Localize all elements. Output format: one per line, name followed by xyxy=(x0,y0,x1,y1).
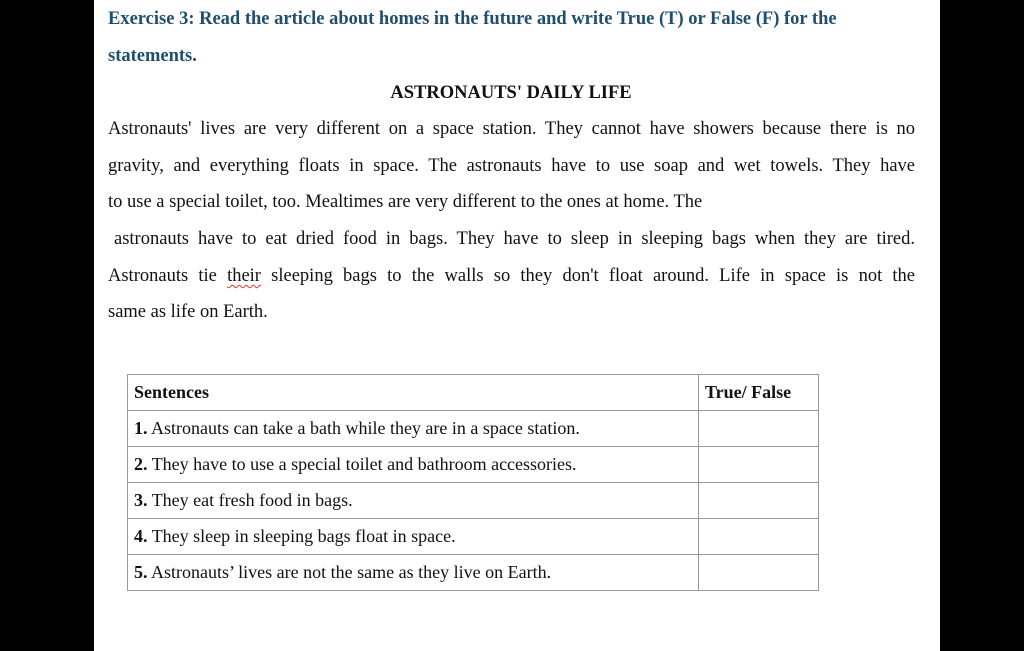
sentence-cell xyxy=(128,411,699,447)
article-line-2: gravity, and everything floats in space. The astronauts have to use soap and wet towels. They have xyxy=(108,156,915,176)
answer-cell[interactable] xyxy=(699,483,819,519)
sentence-text: They eat fresh food in bags. xyxy=(151,490,353,510)
sentence-number: 5. xyxy=(134,562,148,582)
article-title: ASTRONAUTS' DAILY LIFE xyxy=(390,83,632,103)
article-line-1: Astronauts' lives are very different on a space station. They cannot have showers because there is no xyxy=(108,119,915,139)
sentence-number: 2. xyxy=(134,454,148,474)
article-line-6: same as life on Earth. xyxy=(108,302,268,322)
sentence-number: 3. xyxy=(134,490,148,510)
article-line-4: astronauts have to eat dried food in bags. They have to sleep in sleeping bags when they are tired. xyxy=(114,229,915,249)
sentence-number: 4. xyxy=(134,526,148,546)
sentence-cell xyxy=(128,447,699,483)
answer-cell[interactable] xyxy=(699,519,819,555)
article-line-3: to use a special toilet, too. Mealtimes are very different to the ones at home. The xyxy=(108,192,703,212)
table-row xyxy=(128,447,819,483)
header-sentences: Sentences xyxy=(128,375,699,411)
article-line-5 xyxy=(108,266,915,287)
sentence-text: Astronauts’ lives are not the same as they live on Earth. xyxy=(151,562,552,582)
sentence-text: Astronauts can take a bath while they are in a space station. xyxy=(151,418,580,438)
sentence-cell xyxy=(128,519,699,555)
table-header-row xyxy=(128,375,819,411)
article-line-5-end: sleeping bags to the walls so they don't float around. Life in space is not the xyxy=(271,266,916,286)
sentence-number: 1. xyxy=(134,418,148,438)
sentence-text: They sleep in sleeping bags float in space. xyxy=(151,526,456,546)
answer-cell[interactable] xyxy=(699,555,819,591)
sentence-text: They have to use a special toilet and bathroom accessories. xyxy=(151,454,577,474)
exercise-instruction-line-1: Exercise 3: Read the article about homes in the future and write True (T) or False (F) for the xyxy=(108,9,837,29)
spellcheck-flagged-word[interactable]: their xyxy=(227,266,261,286)
table-row xyxy=(128,483,819,519)
sentence-cell xyxy=(128,483,699,519)
exercise-instruction-line-2: statements. xyxy=(108,46,197,66)
true-false-table xyxy=(127,374,819,591)
answer-cell[interactable] xyxy=(699,411,819,447)
header-true-false: True/ False xyxy=(699,375,819,411)
answer-cell[interactable] xyxy=(699,447,819,483)
table-row xyxy=(128,555,819,591)
table-row xyxy=(128,411,819,447)
sentence-cell xyxy=(128,555,699,591)
article-line-5-start: Astronauts tie xyxy=(108,266,217,286)
table-row xyxy=(128,519,819,555)
document-page xyxy=(94,0,940,651)
